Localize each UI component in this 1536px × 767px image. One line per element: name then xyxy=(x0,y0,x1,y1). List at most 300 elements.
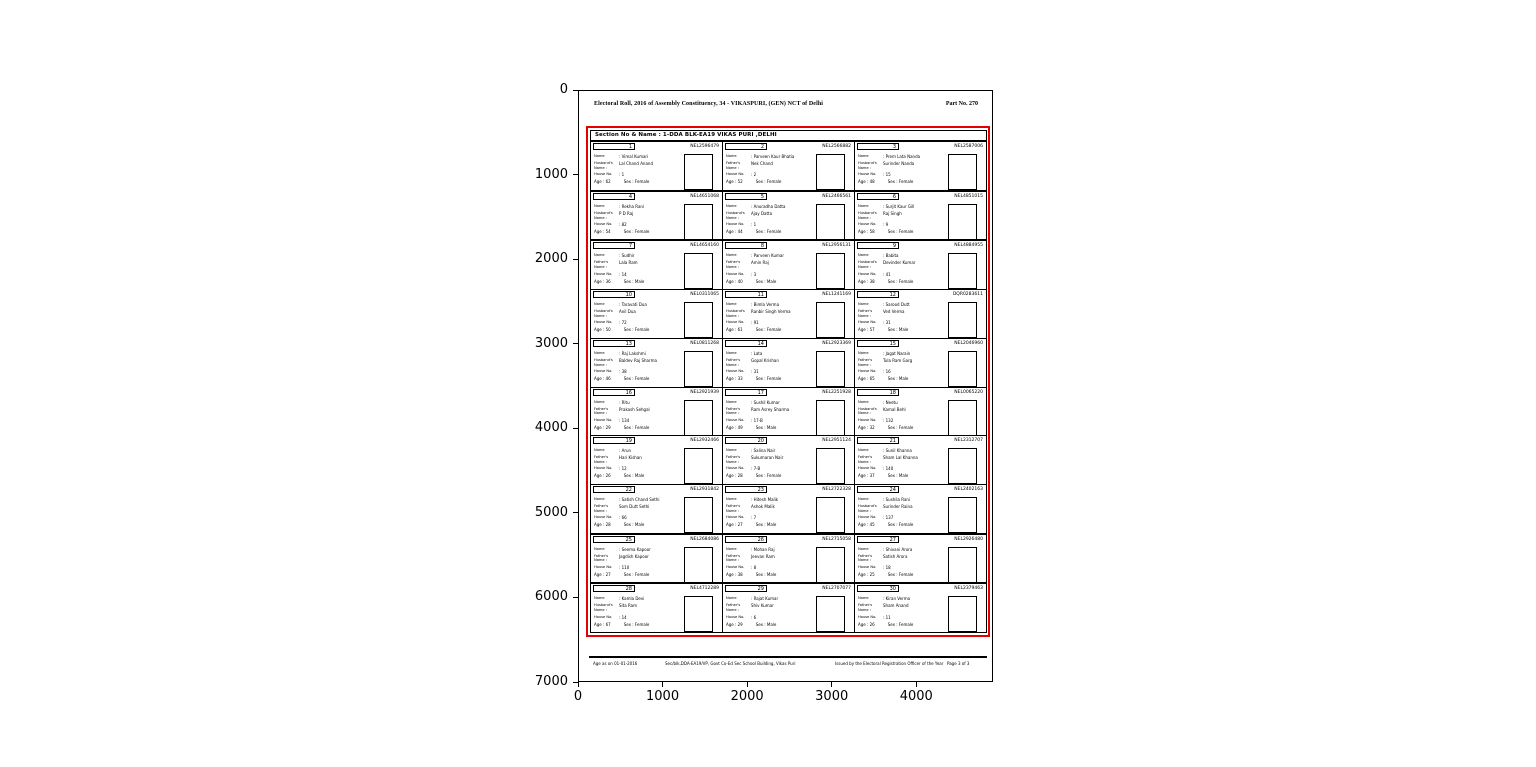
sex-value: Sex : Female xyxy=(623,228,650,234)
serial-number-box: 8 xyxy=(725,242,767,249)
name-label: Name xyxy=(726,154,737,158)
sex-value: Sex : Female xyxy=(623,424,650,430)
relation-value: P D Raj xyxy=(619,210,634,216)
house-label: House No. xyxy=(594,564,613,569)
voter-card-row xyxy=(591,584,986,632)
voter-card xyxy=(591,436,723,484)
voter-card-row xyxy=(591,339,986,388)
house-value: : 14 xyxy=(619,614,627,620)
relation-label: Father's Name : xyxy=(858,553,873,563)
age-value: Age : 38 xyxy=(726,571,743,577)
name-value: : Neetu xyxy=(883,399,898,405)
relation-value: Lala Ram xyxy=(619,260,638,266)
voter-fields xyxy=(726,253,814,285)
voter-card xyxy=(723,535,855,583)
x-tick-label: 3000 xyxy=(815,689,849,704)
house-label: House No. xyxy=(858,466,877,471)
name-label: Name xyxy=(858,253,869,258)
relation-label: Father's Name : xyxy=(594,503,609,513)
photo-box xyxy=(684,302,713,338)
relation-value: Baldev Raj Sharma xyxy=(619,357,657,363)
house-value: : 17-B xyxy=(751,417,763,423)
voter-fields xyxy=(594,448,682,480)
relation-value: Anil Dua xyxy=(619,309,636,315)
name-label: Name xyxy=(858,596,869,601)
voter-card-row xyxy=(591,485,986,535)
name-value: : Parveen Kaur Bhatia xyxy=(751,154,795,159)
photo-box xyxy=(684,154,713,190)
photo-box xyxy=(948,204,977,240)
relation-value: Ved Verma xyxy=(883,309,905,315)
name-label: Name xyxy=(858,154,869,158)
photo-box xyxy=(948,351,977,387)
voter-fields xyxy=(726,448,814,480)
relation-value: Ashok Malik xyxy=(751,503,775,509)
house-value: : 2 xyxy=(751,172,757,178)
voter-fields xyxy=(594,547,682,579)
house-value: : 1 xyxy=(619,172,625,178)
epic-number: NEL4851015 xyxy=(954,193,983,199)
serial-number-box: 9 xyxy=(857,242,899,249)
photo-box xyxy=(684,547,713,583)
age-value: Age : 57 xyxy=(858,327,875,333)
serial-number-box: 6 xyxy=(857,193,899,200)
y-tick-label: 1000 xyxy=(534,166,568,182)
relation-label: Husband's Name : xyxy=(594,210,613,220)
name-value: : Babita xyxy=(883,253,899,259)
voter-fields xyxy=(594,351,682,383)
relation-label: Father's Name : xyxy=(726,160,741,170)
y-tick-label: 2000 xyxy=(534,251,568,267)
x-tick-label: 0 xyxy=(573,689,583,704)
epic-number: NEL2379463 xyxy=(954,586,983,592)
sex-value: Sex : Male xyxy=(755,522,777,528)
serial-number-box: 11 xyxy=(725,291,767,298)
serial-number-box: 27 xyxy=(857,536,899,543)
name-label: Name xyxy=(594,253,605,258)
epic-number: DQR0283611 xyxy=(952,292,983,298)
voter-card xyxy=(855,241,986,289)
age-value: Age : 58 xyxy=(858,228,875,234)
epic-number: NEL2566882 xyxy=(822,144,851,149)
photo-box xyxy=(948,302,977,338)
relation-label: Father's Name : xyxy=(726,603,741,613)
sex-value: Sex : Male xyxy=(887,473,909,479)
relation-value: Devinder Kumar xyxy=(883,260,916,266)
voter-card-table xyxy=(590,130,987,633)
relation-label: Father's Name : xyxy=(858,603,873,613)
name-label: Name xyxy=(594,154,605,158)
name-label: Name xyxy=(594,302,605,307)
voter-card xyxy=(723,142,855,190)
name-value: : Vimal Kumari xyxy=(619,154,649,159)
name-value: : Shivani Arora xyxy=(883,546,913,552)
name-value: : Kamla Devi xyxy=(619,596,645,602)
voter-fields xyxy=(726,154,814,186)
relation-value: Lal Chand Anand xyxy=(619,160,653,166)
house-value: : 14 xyxy=(619,271,627,277)
name-value: : Anuradha Datta xyxy=(751,203,786,209)
sex-value: Sex : Male xyxy=(887,327,909,333)
serial-number-box: 2 xyxy=(725,143,767,150)
footer-divider xyxy=(589,656,987,658)
sex-value: Sex : Female xyxy=(755,179,782,185)
relation-value: Sukumaran Nair xyxy=(751,455,784,461)
house-label: House No. xyxy=(858,564,877,569)
serial-number-box: 5 xyxy=(725,193,767,200)
x-tick-mark xyxy=(662,682,663,687)
serial-number-box: 20 xyxy=(725,437,767,444)
voter-fields xyxy=(594,253,682,285)
serial-number-box: 23 xyxy=(725,486,767,493)
relation-label: Father's Name : xyxy=(726,260,741,270)
age-value: Age : 28 xyxy=(594,522,611,528)
house-label: House No. xyxy=(726,221,745,226)
relation-value: Surinder Nanda xyxy=(883,160,915,166)
sex-value: Sex : Female xyxy=(887,278,914,284)
voter-card xyxy=(591,339,723,387)
name-label: Name xyxy=(594,448,605,453)
serial-number-box: 3 xyxy=(857,143,899,150)
house-label: House No. xyxy=(594,271,613,276)
serial-number-box: 13 xyxy=(593,340,635,347)
house-value: : 15 xyxy=(883,172,891,178)
epic-number: NEL0065220 xyxy=(954,389,983,395)
name-value: : Sushil Kumar xyxy=(751,399,780,405)
house-label: House No. xyxy=(858,221,877,226)
relation-value: Hari Kishan xyxy=(619,455,642,461)
name-label: Name xyxy=(726,596,737,601)
serial-number-box: 10 xyxy=(593,291,635,298)
relation-label: Husband's Name : xyxy=(858,503,877,513)
house-label: House No. xyxy=(594,172,613,177)
serial-number-box: 16 xyxy=(593,389,635,396)
house-value: : 140 xyxy=(883,466,894,472)
voter-fields xyxy=(858,596,946,628)
voter-fields xyxy=(858,448,946,480)
name-label: Name xyxy=(858,399,869,404)
house-label: House No. xyxy=(858,271,877,276)
sex-value: Sex : Male xyxy=(755,424,777,430)
voter-fields xyxy=(858,154,946,186)
relation-value: Prakash Sehgal xyxy=(619,406,650,412)
photo-box xyxy=(684,497,713,533)
epic-number: NEL2402163 xyxy=(954,486,983,492)
name-value: : Rekha Rani xyxy=(619,203,645,209)
voter-card xyxy=(723,485,855,533)
name-label: Name xyxy=(726,546,737,551)
age-value: Age : 29 xyxy=(726,621,743,627)
relation-value: Satish Arora xyxy=(883,553,908,559)
voter-card xyxy=(591,535,723,583)
epic-number: NEL2932466 xyxy=(690,438,719,444)
voter-card xyxy=(723,241,855,289)
relation-label: Father's Name : xyxy=(726,455,741,465)
y-tick-label: 6000 xyxy=(534,589,568,605)
voter-card xyxy=(723,339,855,387)
voter-fields xyxy=(726,547,814,579)
photo-box xyxy=(816,253,845,289)
relation-label: Husband's Name : xyxy=(594,603,613,613)
voter-card xyxy=(855,192,986,240)
sex-value: Sex : Female xyxy=(755,376,782,382)
voter-fields xyxy=(594,400,682,432)
house-label: House No. xyxy=(594,221,613,226)
name-value: : Hitesh Malik xyxy=(751,496,779,502)
sex-value: Sex : Female xyxy=(887,424,914,430)
photo-box xyxy=(816,400,845,436)
relation-label: Husband's Name : xyxy=(594,357,613,367)
relation-label: Father's Name : xyxy=(594,553,609,563)
serial-number-box: 12 xyxy=(857,291,899,298)
voter-fields xyxy=(858,400,946,432)
epic-number: NEL2923369 xyxy=(822,340,851,346)
voter-fields xyxy=(726,596,814,628)
voter-card-row xyxy=(591,436,986,485)
house-value: : 3 xyxy=(751,271,757,277)
house-label: House No. xyxy=(726,564,745,569)
name-value: : Sushila Rani xyxy=(883,496,911,502)
serial-number-box: 18 xyxy=(857,389,899,396)
sex-value: Sex : Female xyxy=(887,621,914,627)
sex-value: Sex : Female xyxy=(623,621,650,627)
voter-card xyxy=(723,584,855,632)
photo-box xyxy=(684,448,713,484)
epic-number: NEL2312707 xyxy=(954,438,983,444)
house-label: House No. xyxy=(726,515,745,520)
age-value: Age : 54 xyxy=(594,228,611,234)
age-value: Age : 40 xyxy=(726,278,743,284)
sex-value: Sex : Female xyxy=(623,376,650,382)
voter-fields xyxy=(858,497,946,529)
voter-card xyxy=(855,142,986,190)
relation-value: Sita Ram xyxy=(619,603,637,609)
name-value: : Mohan Raj xyxy=(751,546,775,552)
house-value: : 9 xyxy=(883,221,889,227)
voter-fields xyxy=(858,351,946,383)
voter-fields xyxy=(594,204,682,236)
relation-value: Ram Asrey Sharma xyxy=(751,406,790,412)
x-tick-label: 2000 xyxy=(730,689,764,704)
name-label: Name xyxy=(726,350,737,355)
house-label: House No. xyxy=(858,320,877,325)
voter-card xyxy=(591,290,723,338)
age-value: Age : 25 xyxy=(858,571,875,577)
footer-section-note: Sec/blk,DDA-EA19/VP, Govt Co-Ed Sec School Building, Vikas Puri xyxy=(665,661,796,666)
name-value: : Satish Chand Sethi xyxy=(619,496,660,502)
y-tick-label: 7000 xyxy=(534,674,568,689)
name-value: : Jagat Narain xyxy=(883,350,911,356)
photo-box xyxy=(948,596,977,632)
relation-label: Father's Name : xyxy=(594,260,609,270)
y-tick-label: 4000 xyxy=(534,420,568,436)
house-value: : 72 xyxy=(619,320,627,326)
house-value: : 82 xyxy=(619,221,627,227)
serial-number-box: 14 xyxy=(725,340,767,347)
sex-value: Sex : Male xyxy=(623,473,645,479)
voter-card xyxy=(723,192,855,240)
epic-number: NEL0811268 xyxy=(690,340,719,346)
photo-box xyxy=(948,400,977,436)
age-value: Age : 27 xyxy=(726,522,743,528)
relation-label: Father's Name : xyxy=(594,455,609,465)
voter-fields xyxy=(858,204,946,236)
age-value: Age : 33 xyxy=(726,376,743,382)
epic-number: NEL0311065 xyxy=(690,292,719,298)
serial-number-box: 19 xyxy=(593,437,635,444)
epic-number: NEL2951124 xyxy=(822,438,851,444)
name-label: Name xyxy=(594,596,605,601)
relation-label: Father's Name : xyxy=(858,309,873,318)
house-value: : 31 xyxy=(883,320,891,326)
house-label: House No. xyxy=(594,466,613,471)
relation-label: Father's Name : xyxy=(726,553,741,563)
voter-fields xyxy=(858,547,946,579)
voter-fields xyxy=(726,497,814,529)
name-value: : Sunil Khanna xyxy=(883,448,912,454)
house-value: : 7-B xyxy=(751,466,761,472)
relation-value: Amin Raj xyxy=(751,260,769,266)
name-value: : Salina Nair xyxy=(751,448,776,454)
house-label: House No. xyxy=(726,466,745,471)
house-label: House No. xyxy=(858,515,877,520)
voter-card xyxy=(723,436,855,484)
sex-value: Sex : Male xyxy=(755,571,777,577)
sex-value: Sex : Female xyxy=(887,228,914,234)
voter-card xyxy=(591,192,723,240)
voter-card xyxy=(855,584,986,632)
house-label: House No. xyxy=(858,614,877,619)
relation-label: Father's Name : xyxy=(726,503,741,513)
section-title: Section No & Name : 1-DDA BLK-EA19 VIKAS PURI ,DELHI xyxy=(591,131,986,142)
x-tick-label: 1000 xyxy=(646,689,680,704)
voter-card xyxy=(723,388,855,436)
age-value: Age : 29 xyxy=(594,424,611,430)
voter-card xyxy=(723,290,855,338)
relation-value: Shiv Kumar xyxy=(751,603,774,609)
sex-value: Sex : Female xyxy=(623,327,650,333)
sex-value: Sex : Male xyxy=(887,376,909,382)
age-value: Age : 26 xyxy=(594,473,611,479)
photo-box xyxy=(816,154,845,190)
voter-fields xyxy=(594,302,682,334)
voter-card xyxy=(591,142,723,190)
electoral-roll-header: Electoral Roll, 2016 of Assembly Constituency, 34 - VIKASPURI, (GEN) NCT of Delhi xyxy=(594,101,824,107)
relation-label: Husband's Name : xyxy=(858,210,877,220)
y-tick-label: 5000 xyxy=(534,504,568,520)
name-label: Name xyxy=(858,448,869,453)
relation-value: Jagdish Kapoor xyxy=(619,553,649,559)
name-value: : Parveen Kumar xyxy=(751,253,784,259)
x-tick-mark xyxy=(747,682,748,687)
house-value: : 31 xyxy=(751,369,759,375)
name-label: Name xyxy=(858,546,869,551)
epic-number: NEL2596479 xyxy=(690,144,719,149)
name-value: : Seema Kapoor xyxy=(619,546,651,552)
house-value: : 132 xyxy=(883,417,894,423)
photo-box xyxy=(684,400,713,436)
age-value: Age : 49 xyxy=(726,424,743,430)
photo-box xyxy=(684,204,713,240)
name-label: Name xyxy=(594,496,605,501)
serial-number-box: 29 xyxy=(725,585,767,592)
voter-card xyxy=(855,290,986,338)
house-value: : 18 xyxy=(883,564,891,570)
sex-value: Sex : Male xyxy=(755,621,777,627)
y-tick-label: 3000 xyxy=(534,335,568,351)
name-value: : Bimla Verma xyxy=(751,302,780,308)
y-tick-label: 0 xyxy=(559,82,568,97)
serial-number-box: 7 xyxy=(593,242,635,249)
part-number: Part No. 270 xyxy=(945,101,978,107)
name-value: : Lata xyxy=(751,350,763,356)
red-annotation-rectangle xyxy=(586,126,990,637)
name-label: Name xyxy=(726,399,737,404)
relation-label: Father's Name : xyxy=(858,357,873,367)
epic-number: NEL2722328 xyxy=(822,486,851,492)
epic-number: NEL2931842 xyxy=(690,486,719,492)
serial-number-box: 15 xyxy=(857,340,899,347)
relation-value: Surinder Raina xyxy=(883,503,913,509)
relation-value: Sham Anand xyxy=(883,603,909,609)
voter-card xyxy=(855,485,986,533)
house-label: House No. xyxy=(726,320,745,325)
house-value: : 8 xyxy=(751,564,757,570)
name-label: Name xyxy=(858,302,869,307)
voter-fields xyxy=(594,596,682,628)
name-label: Name xyxy=(726,203,737,208)
relation-value: Ajay Datta xyxy=(751,210,773,216)
name-value: : Sudhir xyxy=(619,253,635,259)
voter-fields xyxy=(594,154,682,186)
serial-number-box: 24 xyxy=(857,486,899,493)
serial-number-box: 22 xyxy=(593,486,635,493)
house-label: House No. xyxy=(594,515,613,520)
age-value: Age : 48 xyxy=(858,179,875,185)
sex-value: Sex : Male xyxy=(623,278,645,284)
sex-value: Sex : Male xyxy=(623,522,645,528)
house-value: : 66 xyxy=(619,515,627,521)
age-value: Age : 52 xyxy=(726,179,743,185)
age-value: Age : 62 xyxy=(594,179,611,185)
house-value: : 11 xyxy=(883,614,891,620)
voter-card-row xyxy=(591,290,986,339)
age-value: Age : 32 xyxy=(858,424,875,430)
age-value: Age : 65 xyxy=(858,376,875,382)
footer-issuer-note: Issued by the Electoral Registration Officer of the Year xyxy=(835,661,944,666)
relation-label: Husband's Name : xyxy=(726,309,745,318)
house-label: House No. xyxy=(726,172,745,177)
house-label: House No. xyxy=(594,369,613,374)
age-value: Age : 67 xyxy=(594,621,611,627)
age-value: Age : 26 xyxy=(858,621,875,627)
photo-box xyxy=(948,154,977,190)
sex-value: Sex : Female xyxy=(887,179,914,185)
voter-fields xyxy=(726,400,814,432)
age-value: Age : 50 xyxy=(594,327,611,333)
epic-number: NEL2707077 xyxy=(822,586,851,592)
name-label: Name xyxy=(858,496,869,501)
serial-number-box: 25 xyxy=(593,536,635,543)
voter-card-row xyxy=(591,192,986,242)
voter-fields xyxy=(858,253,946,285)
relation-label: Husband's Name : xyxy=(858,260,877,270)
plot-axes xyxy=(578,90,993,682)
epic-number: NEL4654160 xyxy=(690,243,719,249)
serial-number-box: 26 xyxy=(725,536,767,543)
name-value: : Taravati Dua xyxy=(619,302,647,308)
house-label: House No. xyxy=(858,172,877,177)
